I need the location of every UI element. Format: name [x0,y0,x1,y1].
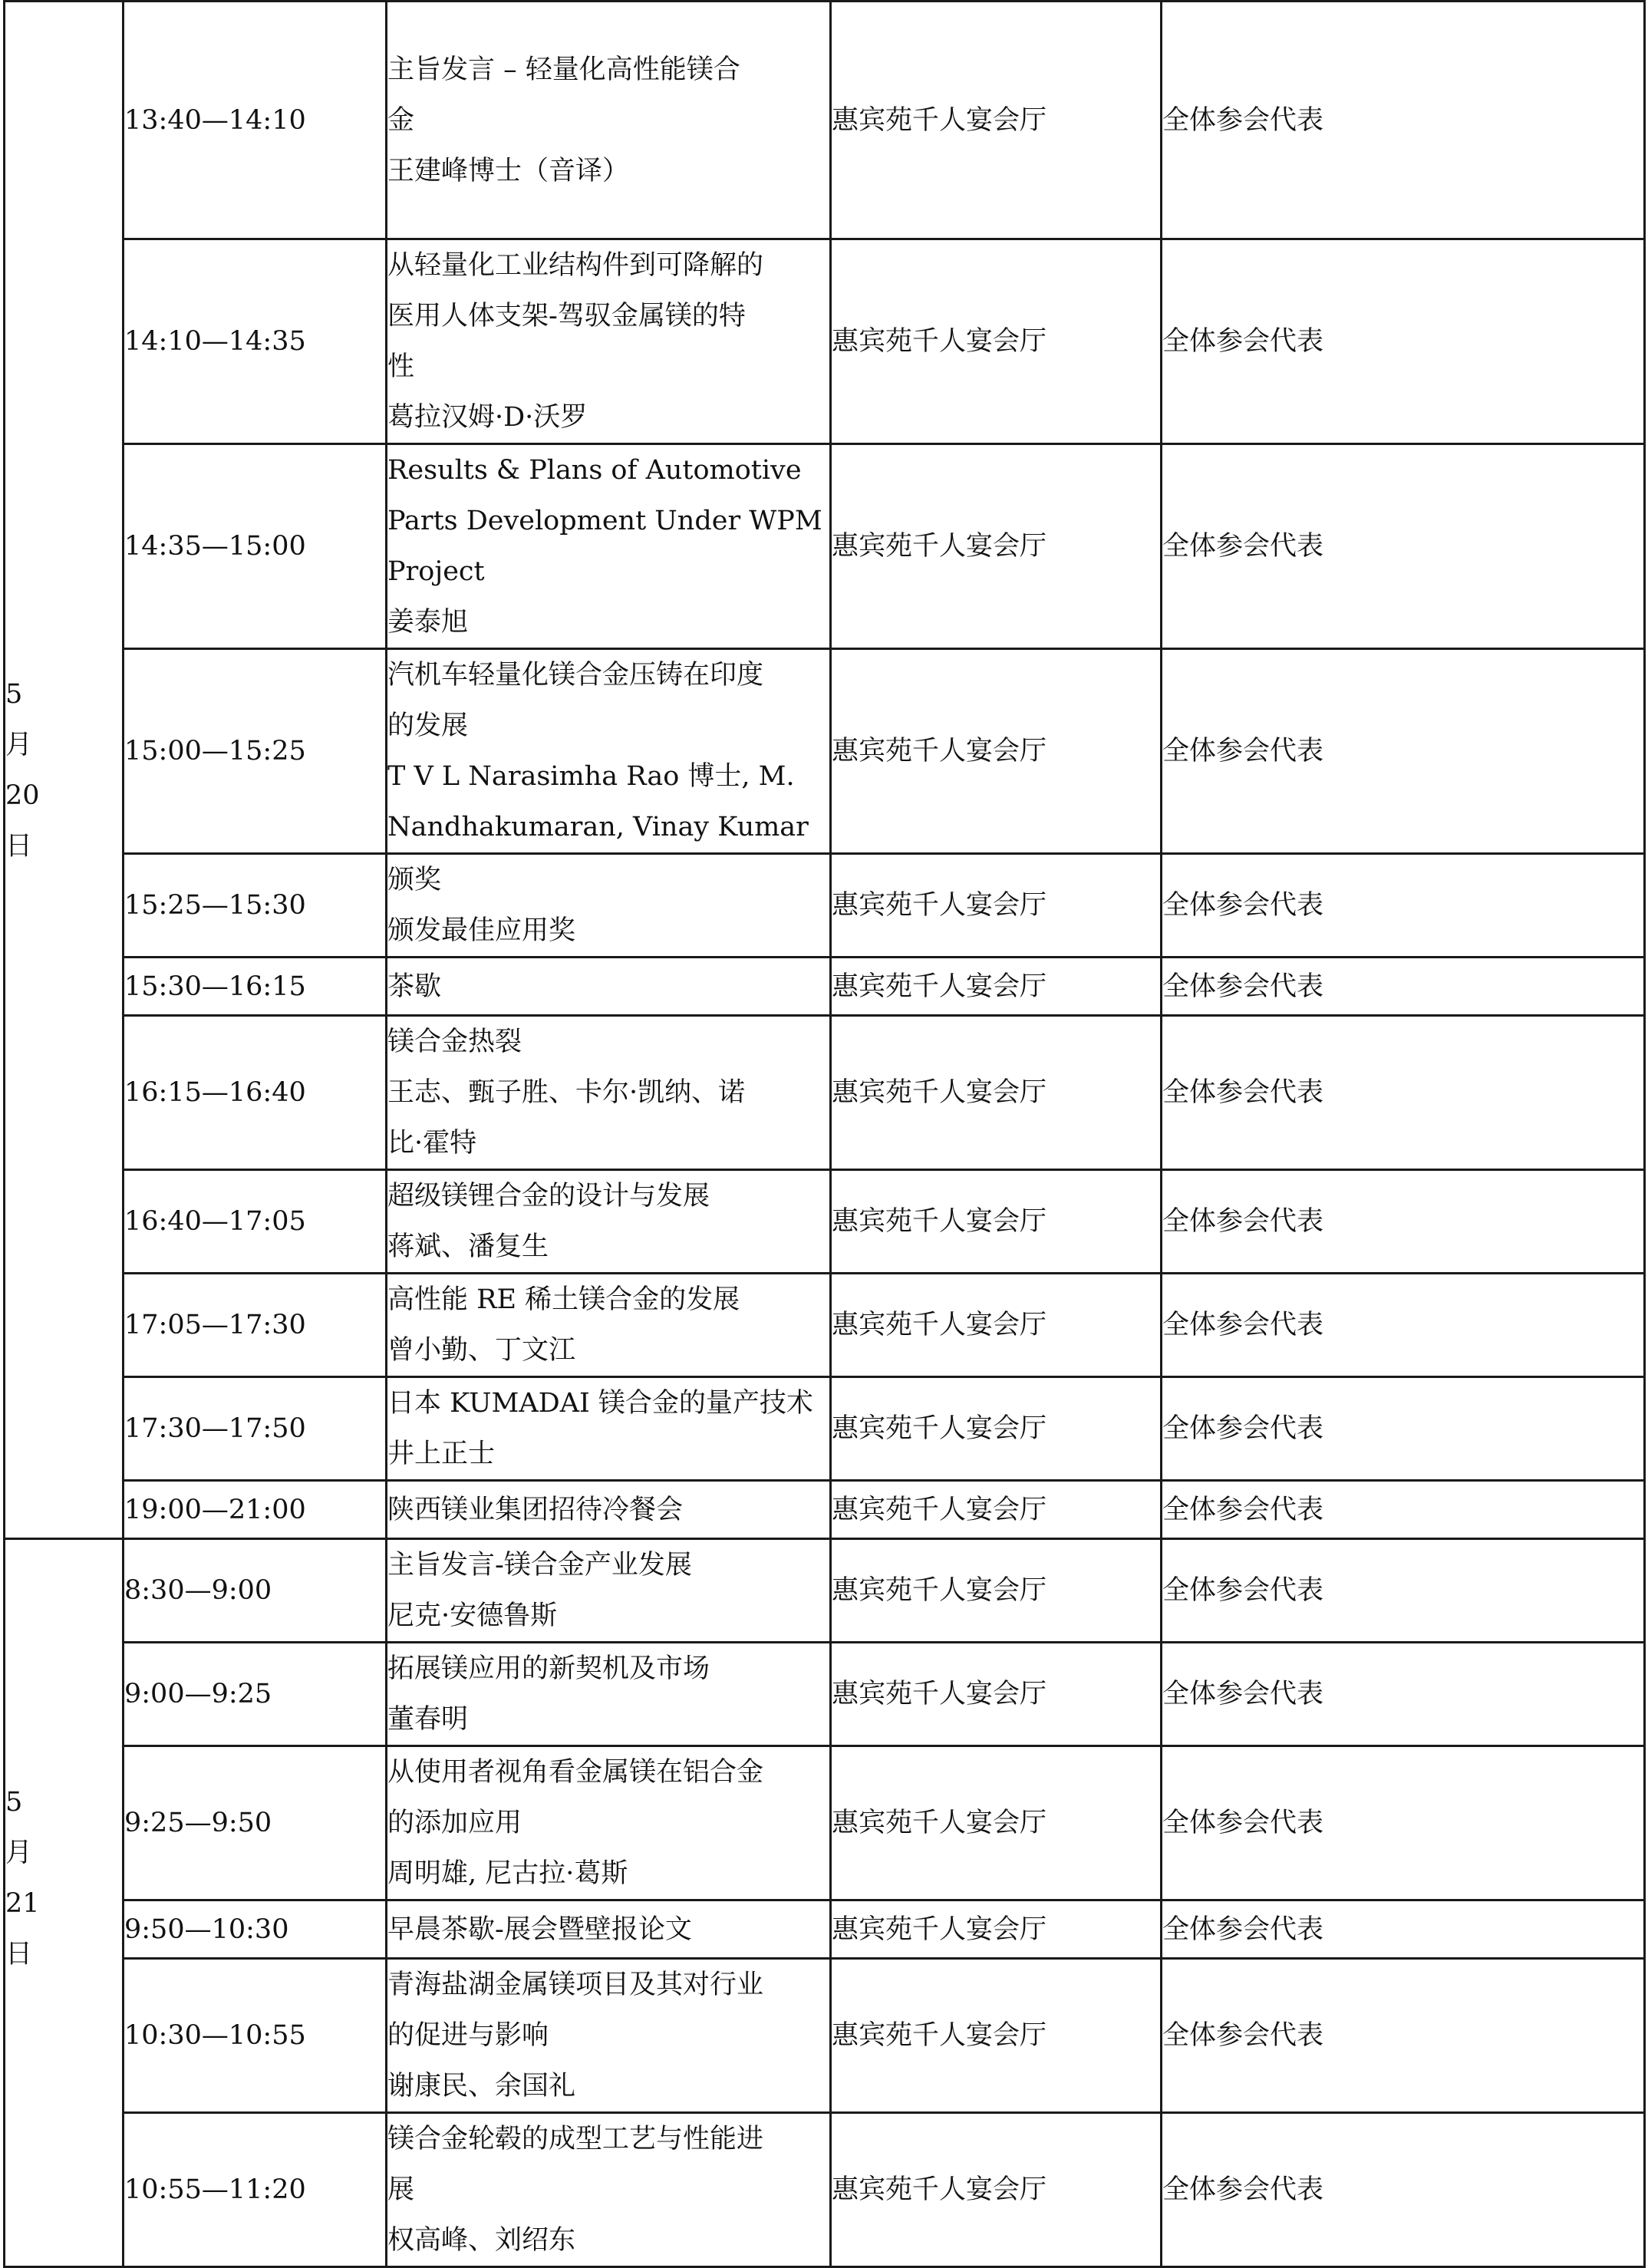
schedule-row [5,2113,1645,2267]
date-month-char: 月 [5,729,33,760]
time-cell: 15:00—15:25 [124,649,387,854]
audience-cell: 全体参会代表 [1162,1746,1645,1900]
topic-line: 超级镁锂合金的设计与发展 [387,1181,710,1211]
topic-line: 主旨发言 – 轻量化高性能镁合 [387,54,740,85]
topic-cell [387,1377,831,1481]
topic-line: Results & Plans of Automotive [387,455,802,486]
schedule-row [5,854,1645,958]
time-cell: 9:50—10:30 [124,1900,387,1959]
topic-line: Parts Development Under WPM [387,506,822,536]
schedule-row [5,239,1645,444]
topic-cell [387,1746,831,1900]
topic-cell [387,2,831,239]
time-cell: 19:00—21:00 [124,1481,387,1539]
date-day-char: 日 [5,1939,33,1970]
topic-line: 颁发最佳应用奖 [387,915,576,946]
topic-line: Project [387,556,485,587]
schedule-row [5,1539,1645,1643]
date-month: 5 [5,678,23,710]
topic-line: 汽机车轻量化镁合金压铸在印度 [387,660,764,691]
audience-cell: 全体参会代表 [1162,958,1645,1016]
schedule-row [5,1900,1645,1959]
topic-line: 王建峰博士（音译） [387,155,630,186]
topic-cell [387,1170,831,1274]
venue-cell: 惠宾苑千人宴会厅 [831,2113,1162,2267]
topic-line: 金 [387,104,415,136]
venue-cell: 惠宾苑千人宴会厅 [831,1746,1162,1900]
topic-line: 的发展 [387,710,469,741]
topic-line: 尼克·安德鲁斯 [387,1600,558,1631]
topic-line: 医用人体支架-驾驭金属镁的特 [387,301,746,331]
audience-cell: 全体参会代表 [1162,1643,1645,1746]
venue-cell: 惠宾苑千人宴会厅 [831,1539,1162,1643]
schedule-row [5,1170,1645,1274]
schedule-row [5,1481,1645,1539]
venue-cell: 惠宾苑千人宴会厅 [831,1643,1162,1746]
audience-cell: 全体参会代表 [1162,1274,1645,1377]
topic-line: 展 [387,2174,415,2205]
venue-cell: 惠宾苑千人宴会厅 [831,958,1162,1016]
audience-cell: 全体参会代表 [1162,1900,1645,1959]
topic-cell [387,1539,831,1643]
venue-cell: 惠宾苑千人宴会厅 [831,1900,1162,1959]
topic-cell [387,1959,831,2113]
time-cell: 13:40—14:10 [124,2,387,239]
time-cell: 14:35—15:00 [124,444,387,649]
schedule-body [5,2,1645,2267]
audience-cell: 全体参会代表 [1162,1539,1645,1643]
time-cell: 9:25—9:50 [124,1746,387,1900]
topic-line: 王志、甄子胜、卡尔·凯纳、诺 [387,1077,746,1108]
topic-cell [387,444,831,649]
time-cell: 9:00—9:25 [124,1643,387,1746]
topic-line: 拓展镁应用的新契机及市场 [387,1653,710,1684]
audience-cell: 全体参会代表 [1162,649,1645,854]
venue-cell: 惠宾苑千人宴会厅 [831,1959,1162,2113]
venue-cell: 惠宾苑千人宴会厅 [831,1377,1162,1481]
schedule-table [3,0,1646,2268]
time-cell: 8:30—9:00 [124,1539,387,1643]
time-cell: 15:25—15:30 [124,854,387,958]
audience-cell: 全体参会代表 [1162,2,1645,239]
topic-line: 性 [387,351,415,382]
topic-line: 葛拉汉姆·D·沃罗 [387,402,588,433]
schedule-row [5,958,1645,1016]
time-cell: 16:15—16:40 [124,1016,387,1170]
topic-cell [387,1274,831,1377]
venue-cell: 惠宾苑千人宴会厅 [831,1170,1162,1274]
topic-line: 比·霍特 [387,1128,477,1159]
venue-cell: 惠宾苑千人宴会厅 [831,649,1162,854]
topic-line: 权高峰、刘绍东 [387,2225,576,2256]
venue-cell: 惠宾苑千人宴会厅 [831,854,1162,958]
topic-line: 从轻量化工业结构件到可降解的 [387,250,764,281]
schedule-row [5,1746,1645,1900]
time-cell: 14:10—14:35 [124,239,387,444]
audience-cell: 全体参会代表 [1162,854,1645,958]
venue-cell: 惠宾苑千人宴会厅 [831,1274,1162,1377]
topic-line: 茶歇 [387,971,442,1002]
date-day: 20 [5,780,40,811]
topic-cell [387,1900,831,1959]
topic-line: 谢康民、余国礼 [387,2071,576,2102]
topic-line: 青海盐湖金属镁项目及其对行业 [387,1970,764,2000]
schedule-row [5,1959,1645,2113]
topic-line: 从使用者视角看金属镁在铝合金 [387,1757,764,1788]
venue-cell: 惠宾苑千人宴会厅 [831,1481,1162,1539]
topic-line: 曾小勤、丁文江 [387,1335,576,1366]
venue-cell: 惠宾苑千人宴会厅 [831,1016,1162,1170]
topic-cell [387,1481,831,1539]
audience-cell: 全体参会代表 [1162,239,1645,444]
date-month: 5 [5,1787,23,1818]
topic-line: 镁合金轮毂的成型工艺与性能进 [387,2124,764,2154]
topic-line: 姜泰旭 [387,607,469,638]
time-cell: 16:40—17:05 [124,1170,387,1274]
topic-cell [387,2113,831,2267]
date-cell [5,2,124,1539]
topic-line: 董春明 [387,1704,469,1735]
date-day: 21 [5,1888,40,1919]
time-cell: 10:30—10:55 [124,1959,387,2113]
audience-cell: 全体参会代表 [1162,1481,1645,1539]
topic-cell [387,239,831,444]
topic-line: 的促进与影响 [387,2020,549,2051]
audience-cell: 全体参会代表 [1162,444,1645,649]
date-cell [5,1539,124,2267]
topic-cell [387,649,831,854]
schedule-row [5,1643,1645,1746]
audience-cell: 全体参会代表 [1162,1016,1645,1170]
topic-line: T V L Narasimha Rao 博士, M. [387,761,795,792]
audience-cell: 全体参会代表 [1162,1170,1645,1274]
topic-cell [387,1016,831,1170]
audience-cell: 全体参会代表 [1162,2113,1645,2267]
audience-cell: 全体参会代表 [1162,1377,1645,1481]
time-cell: 17:05—17:30 [124,1274,387,1377]
audience-cell: 全体参会代表 [1162,1959,1645,2113]
topic-line: Nandhakumaran, Vinay Kumar [387,812,809,842]
date-month-char: 月 [5,1838,33,1868]
topic-cell [387,958,831,1016]
time-cell: 10:55—11:20 [124,2113,387,2267]
time-cell: 17:30—17:50 [124,1377,387,1481]
topic-line: 镁合金热裂 [387,1027,522,1057]
topic-line: 蒋斌、潘复生 [387,1231,549,1262]
topic-line: 早晨茶歇-展会暨壁报论文 [387,1914,692,1945]
schedule-row [5,444,1645,649]
schedule-row [5,1377,1645,1481]
date-day-char: 日 [5,830,33,862]
venue-cell: 惠宾苑千人宴会厅 [831,444,1162,649]
topic-line: 颁奖 [387,865,442,895]
time-cell: 15:30—16:15 [124,958,387,1016]
topic-line: 主旨发言-镁合金产业发展 [387,1550,692,1581]
venue-cell: 惠宾苑千人宴会厅 [831,239,1162,444]
venue-cell: 惠宾苑千人宴会厅 [831,2,1162,239]
schedule-row [5,1016,1645,1170]
topic-line: 陕西镁业集团招待冷餐会 [387,1494,684,1525]
topic-cell [387,854,831,958]
schedule-row [5,1274,1645,1377]
topic-line: 的添加应用 [387,1808,522,1838]
schedule-row [5,649,1645,854]
topic-line: 井上正士 [387,1439,496,1469]
topic-cell [387,1643,831,1746]
topic-line: 周明雄, 尼古拉·葛斯 [387,1858,628,1889]
topic-line: 日本 KUMADAI 镁合金的量产技术 [387,1388,813,1419]
topic-line: 高性能 RE 稀土镁合金的发展 [387,1284,740,1315]
schedule-row [5,2,1645,239]
